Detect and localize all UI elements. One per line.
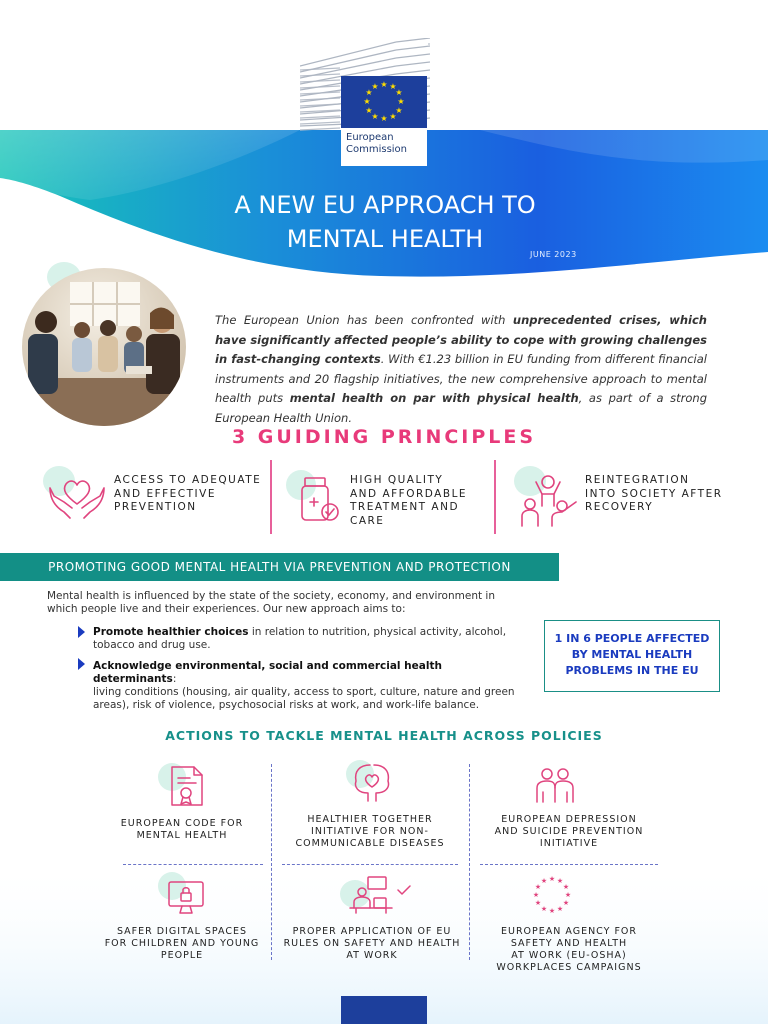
bullet-colon: : bbox=[172, 673, 177, 685]
svg-text:★: ★ bbox=[395, 88, 403, 97]
medicine-bottle-icon bbox=[296, 474, 342, 526]
logo-line-1: European bbox=[346, 132, 394, 143]
svg-text:★: ★ bbox=[540, 905, 548, 913]
bullet-bold: Promote healthier choices bbox=[93, 626, 249, 638]
intro-text-1: The European Union has been confronted with bbox=[215, 313, 513, 327]
intro-text-3: , as part of a strong European Health Union. bbox=[215, 391, 707, 425]
svg-text:★: ★ bbox=[395, 106, 403, 115]
secure-monitor-icon bbox=[166, 878, 206, 916]
svg-text:★: ★ bbox=[548, 875, 556, 883]
principle-item bbox=[350, 474, 467, 528]
svg-text:★: ★ bbox=[534, 883, 542, 891]
prevention-line: Mental health is influenced by the state of the society, economy, and environment in bbox=[47, 590, 495, 602]
action-item bbox=[480, 814, 658, 850]
action-line: SAFER DIGITAL SPACES bbox=[116, 926, 248, 937]
svg-text:★: ★ bbox=[371, 112, 379, 121]
principle-line: RECOVERY bbox=[585, 501, 654, 513]
action-line: COMMUNICABLE DISEASES bbox=[295, 838, 445, 849]
principle-line: AND AFFORDABLE bbox=[350, 487, 468, 500]
action-line: PEOPLE bbox=[160, 950, 204, 961]
svg-text:★: ★ bbox=[562, 899, 570, 907]
grid-divider bbox=[123, 864, 263, 865]
commission-logo-text bbox=[346, 132, 407, 156]
action-line: AT WORK bbox=[346, 950, 398, 961]
eu-stars-icon bbox=[532, 874, 572, 914]
heart-hands-icon bbox=[46, 474, 108, 524]
people-group-icon bbox=[518, 470, 578, 528]
group-therapy-photo bbox=[22, 268, 186, 426]
certificate-icon bbox=[166, 764, 206, 808]
svg-text:★: ★ bbox=[534, 899, 542, 907]
action-line: AND SUICIDE PREVENTION bbox=[494, 826, 644, 837]
intro-text-2: . With €1.23 billion in EU funding from different financial instruments and 20 flagship initiatives, the new comprehensive approach to mental health puts bbox=[215, 352, 707, 405]
svg-text:★: ★ bbox=[562, 883, 570, 891]
svg-text:★: ★ bbox=[397, 97, 405, 106]
svg-text:★: ★ bbox=[380, 114, 388, 123]
grid-divider bbox=[282, 864, 458, 865]
principle-line: TREATMENT AND bbox=[350, 501, 460, 513]
action-item bbox=[480, 926, 658, 974]
action-line: INITIATIVE FOR NON- bbox=[311, 826, 429, 837]
two-people-icon bbox=[534, 766, 576, 806]
callout-line: 1 IN 6 PEOPLE AFFECTED bbox=[554, 632, 710, 645]
intro-bold-2: mental health on par with physical health bbox=[289, 391, 579, 405]
svg-text:★: ★ bbox=[365, 88, 373, 97]
action-line: FOR CHILDREN AND YOUNG bbox=[104, 938, 260, 949]
svg-text:★: ★ bbox=[564, 891, 572, 899]
guiding-principles-title: 3 GUIDING PRINCIPLES bbox=[231, 426, 537, 448]
logo-line-2: Commission bbox=[346, 144, 408, 155]
action-line: EUROPEAN CODE FOR bbox=[120, 818, 244, 829]
bullet-line bbox=[93, 626, 513, 639]
title-line-1: A NEW EU APPROACH TO bbox=[234, 191, 536, 219]
action-line: EUROPEAN AGENCY FOR bbox=[500, 926, 638, 937]
grid-divider bbox=[271, 764, 272, 960]
svg-text:★: ★ bbox=[371, 82, 379, 91]
intro-paragraph bbox=[215, 311, 707, 428]
svg-text:★: ★ bbox=[532, 891, 540, 899]
action-line: PROPER APPLICATION OF EU bbox=[292, 926, 452, 937]
bullet-line bbox=[93, 660, 523, 686]
principle-line: PREVENTION bbox=[114, 501, 197, 513]
svg-text:★: ★ bbox=[389, 82, 397, 91]
svg-text:★: ★ bbox=[389, 112, 397, 121]
divider bbox=[494, 460, 496, 534]
action-line: SAFETY AND HEALTH bbox=[510, 938, 628, 949]
heads-heart-icon bbox=[348, 763, 396, 803]
bullet-arrow-icon bbox=[78, 626, 85, 638]
bullet-arrow-icon bbox=[78, 658, 85, 670]
eu-stars-icon bbox=[341, 76, 427, 128]
principle-line: HIGH QUALITY bbox=[350, 474, 444, 486]
eu-flag bbox=[341, 76, 427, 128]
bullet-item bbox=[93, 626, 513, 652]
bullet-line: living conditions (housing, air quality, access to sport, culture, nature and green bbox=[93, 686, 515, 698]
prevention-intro bbox=[47, 590, 517, 616]
grid-divider bbox=[480, 864, 658, 865]
bullet-text: in relation to nutrition, physical activity, alcohol, bbox=[248, 626, 507, 638]
action-line: MENTAL HEALTH bbox=[136, 830, 228, 841]
action-line: INITIATIVE bbox=[539, 838, 599, 849]
action-line: AT WORK (EU-OSHA) bbox=[511, 950, 627, 961]
actions-title: ACTIONS TO TACKLE MENTAL HEALTH ACROSS POLICIES bbox=[165, 728, 603, 743]
intro-bold-1: unprecedented crises, which have significantly affected people’s ability to cope with growing challenges in fast-changing contexts bbox=[215, 313, 707, 366]
footer-blue-tab bbox=[341, 996, 427, 1024]
action-item bbox=[102, 818, 262, 842]
principle-line: CARE bbox=[350, 514, 385, 527]
action-line: HEALTHIER TOGETHER bbox=[307, 814, 433, 825]
callout-line: BY MENTAL HEALTH bbox=[571, 648, 693, 661]
svg-text:★: ★ bbox=[556, 877, 564, 885]
page-title bbox=[200, 188, 570, 256]
bullet-bold: Acknowledge environmental, social and commercial health determinants bbox=[93, 660, 442, 685]
action-line: WORKPLACES CAMPAIGNS bbox=[496, 962, 642, 973]
title-line-2: MENTAL HEALTH bbox=[286, 225, 484, 253]
bullet-line: areas), risk of violence, psychosocial risks at work, and work-life balance. bbox=[93, 699, 480, 711]
publication-date: JUNE 2023 bbox=[530, 250, 577, 259]
action-item bbox=[282, 926, 462, 962]
svg-text:★: ★ bbox=[540, 877, 548, 885]
action-item bbox=[282, 814, 458, 850]
action-line: RULES ON SAFETY AND HEALTH bbox=[283, 938, 461, 949]
bullet-item bbox=[93, 660, 523, 712]
principle-item bbox=[585, 474, 723, 515]
principle-item bbox=[114, 474, 261, 515]
callout-line: PROBLEMS IN THE EU bbox=[565, 664, 699, 677]
workplace-desk-icon bbox=[348, 874, 414, 914]
statistic-callout-text bbox=[544, 631, 720, 679]
svg-text:★: ★ bbox=[365, 106, 373, 115]
svg-text:★: ★ bbox=[363, 97, 371, 106]
prevention-line: which people live and their experiences. Our new approach aims to: bbox=[47, 603, 406, 615]
svg-text:★: ★ bbox=[380, 80, 388, 89]
principle-line: INTO SOCIETY AFTER bbox=[585, 487, 723, 500]
principle-line: AND EFFECTIVE bbox=[114, 487, 216, 500]
grid-divider bbox=[469, 764, 470, 960]
action-line: EUROPEAN DEPRESSION bbox=[501, 814, 637, 825]
bullet-line: tobacco and drug use. bbox=[93, 639, 211, 651]
svg-text:★: ★ bbox=[548, 907, 556, 914]
divider bbox=[270, 460, 272, 534]
action-item bbox=[102, 926, 262, 962]
principle-line: ACCESS TO ADEQUATE bbox=[114, 474, 262, 486]
section-banner-text: PROMOTING GOOD MENTAL HEALTH VIA PREVENTION AND PROTECTION bbox=[48, 560, 511, 574]
svg-text:★: ★ bbox=[556, 905, 564, 913]
principle-line: REINTEGRATION bbox=[585, 474, 690, 486]
